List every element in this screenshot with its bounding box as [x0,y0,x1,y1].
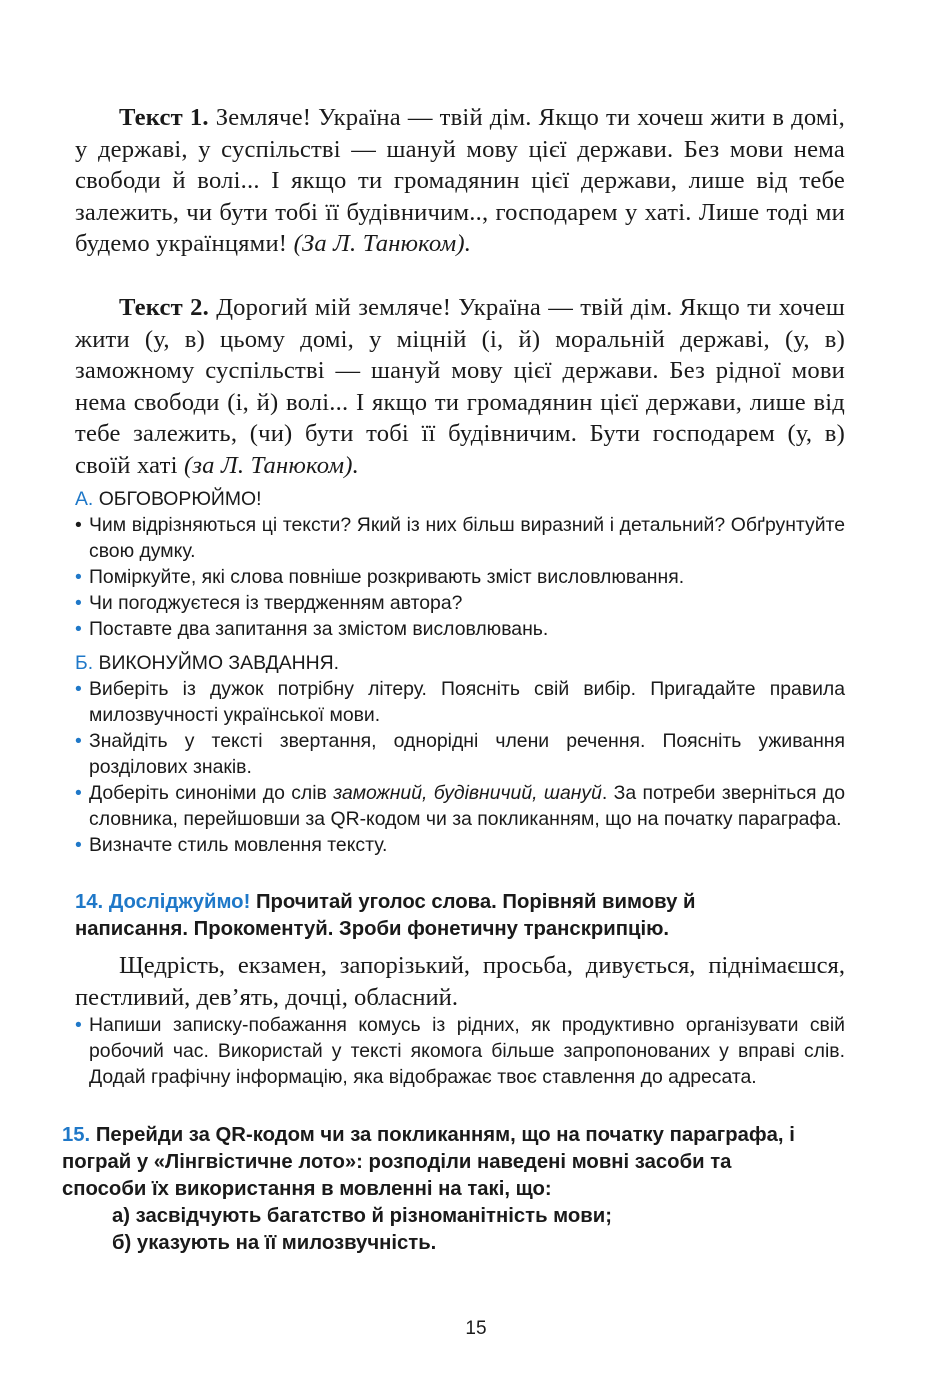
list-item [75,832,845,858]
task-14-heading [75,889,845,943]
section-b-heading [75,650,845,676]
bullet-icon: • [75,782,82,804]
section-a-bullet-2: Поміркуйте, які слова повніше розкривають зміст висловлювання. [89,566,685,588]
list-item [75,616,845,642]
list-item [75,564,845,590]
section-a-bullet-1: Чим відрізняються ці тексти? Який із них більш виразний і детальний? Обґрунтуйте свою думку. [89,514,845,562]
text-1-body: Земляче! Україна — твій дім. Якщо ти хочеш жити в домі, у державі, у суспільстві — шануй мову цієї держави. Без мови нема свободи й волі... І якщо ти громадянин цієї держави, лише від тебе залежить, чи бути тобі її будівничим.., господарем у хаті. Лише тоді ми будемо українцями! [75,104,845,257]
text-2-source: (за Л. Танюком). [183,451,359,479]
list-item [75,728,845,780]
section-b-title: ВИКОНУЙМО ЗАВДАННЯ. [93,652,340,674]
list-item [75,512,845,564]
bullet-icon: • [75,592,82,614]
bullet-icon: • [75,514,82,536]
list-item [75,590,845,616]
section-b-bullet-3 [89,780,845,832]
task-14-words-text: Щедрість, екзамен, запорізький, просьба, дивується, піднімаєшся, пестливий, дев’ять, дочці, обласний. [75,952,845,1011]
bullet-icon: • [75,566,82,588]
task-15-number: 15. [62,1124,91,1146]
bullet-icon: • [75,1014,82,1036]
task-14-words [75,950,845,1013]
section-b-bullet-3-pre: Доберіть синоніми до слів [89,782,334,804]
text-2-label: Текст 2. [119,294,209,321]
task-15-item-b: б) указують на її милозвучність. [112,1232,437,1254]
bullet-icon: • [75,834,82,856]
task-14-bullet-block [75,1012,845,1090]
section-b-bullet-2: Знайдіть у тексті звертання, однорідні члени речення. Поясніть уживання розділових знаків. [89,730,845,778]
text-1-paragraph [75,102,845,260]
task-14-bullet: Напиши записку-побажання комусь із рідних, як продуктивно організувати свій робочий час. Використай у тексті якомога більше запропонованих у вправі слів. Додай графічну інформацію, яка відображає твоє ставлення до адресата. [89,1014,845,1088]
list-item [75,676,845,728]
text-2-paragraph [75,292,845,481]
list-item [75,1012,845,1090]
text-2-body: Дорогий мій земляче! Україна — твій дім. Якщо ти хочеш жити (у, в) цьому домі, у міцній (і, й) моральній державі, (у, в) заможному суспільстві — шануй мову цієї держави. Без рідної мови нема свободи (і, й) волі... І якщо ти громадянин цієї держави, лише від тебе залежить, (чи) бути тобі її будівничим. Бути господарем (у, в) своїй хаті [75,294,845,479]
task-14-text: Прочитай уголос слова. Порівняй вимову й написання. Прокоментуй. Зроби фонетичну транскрипцію. [75,891,696,940]
section-b-letter: Б. [75,652,94,674]
task-15 [62,1122,845,1257]
section-a-bullet-3: Чи погоджуєтеся із твердженням автора? [89,592,463,614]
section-a-bullet-4: Поставте два запитання за змістом висловлювань. [89,618,549,640]
section-b-bullet-3-italic: заможний, будівничий, шануй [333,782,602,804]
bullet-icon: • [75,678,82,700]
text-1-label: Текст 1. [119,104,209,131]
section-a-heading [75,486,845,512]
text-1-source: (За Л. Танюком). [293,230,472,257]
section-b-bullet-4: Визначте стиль мовлення тексту. [89,834,388,856]
bullet-icon: • [75,730,82,752]
section-b-bullet-3-post: . За потреби зверніться до словника, перейшовши за QR-кодом чи за покликанням, що на початку параграфа. [89,782,845,830]
task-14-number: 14. Досліджуймо! [75,891,251,913]
section-b [75,650,845,858]
task-15-item-a: а) засвідчують багатство й різноманітність мови; [112,1205,612,1227]
list-item [75,780,845,832]
section-a-title: ОБГОВОРЮЙМО! [93,488,262,510]
section-a [75,486,845,642]
page-number: 15 [465,1318,487,1339]
section-b-bullet-1: Виберіть із дужок потрібну літеру. Поясніть свій вибір. Пригадайте правила милозвучності української мови. [89,678,845,726]
bullet-icon: • [75,618,82,640]
section-a-letter: А. [75,488,94,510]
task-15-text: Перейди за QR-кодом чи за покликанням, що на початку параграфа, і пограй у «Лінгвістичне лото»: розподіли наведені мовні засоби та способи їх використання в мовленні на такі, що: [62,1124,795,1200]
task-15-heading [62,1122,805,1203]
